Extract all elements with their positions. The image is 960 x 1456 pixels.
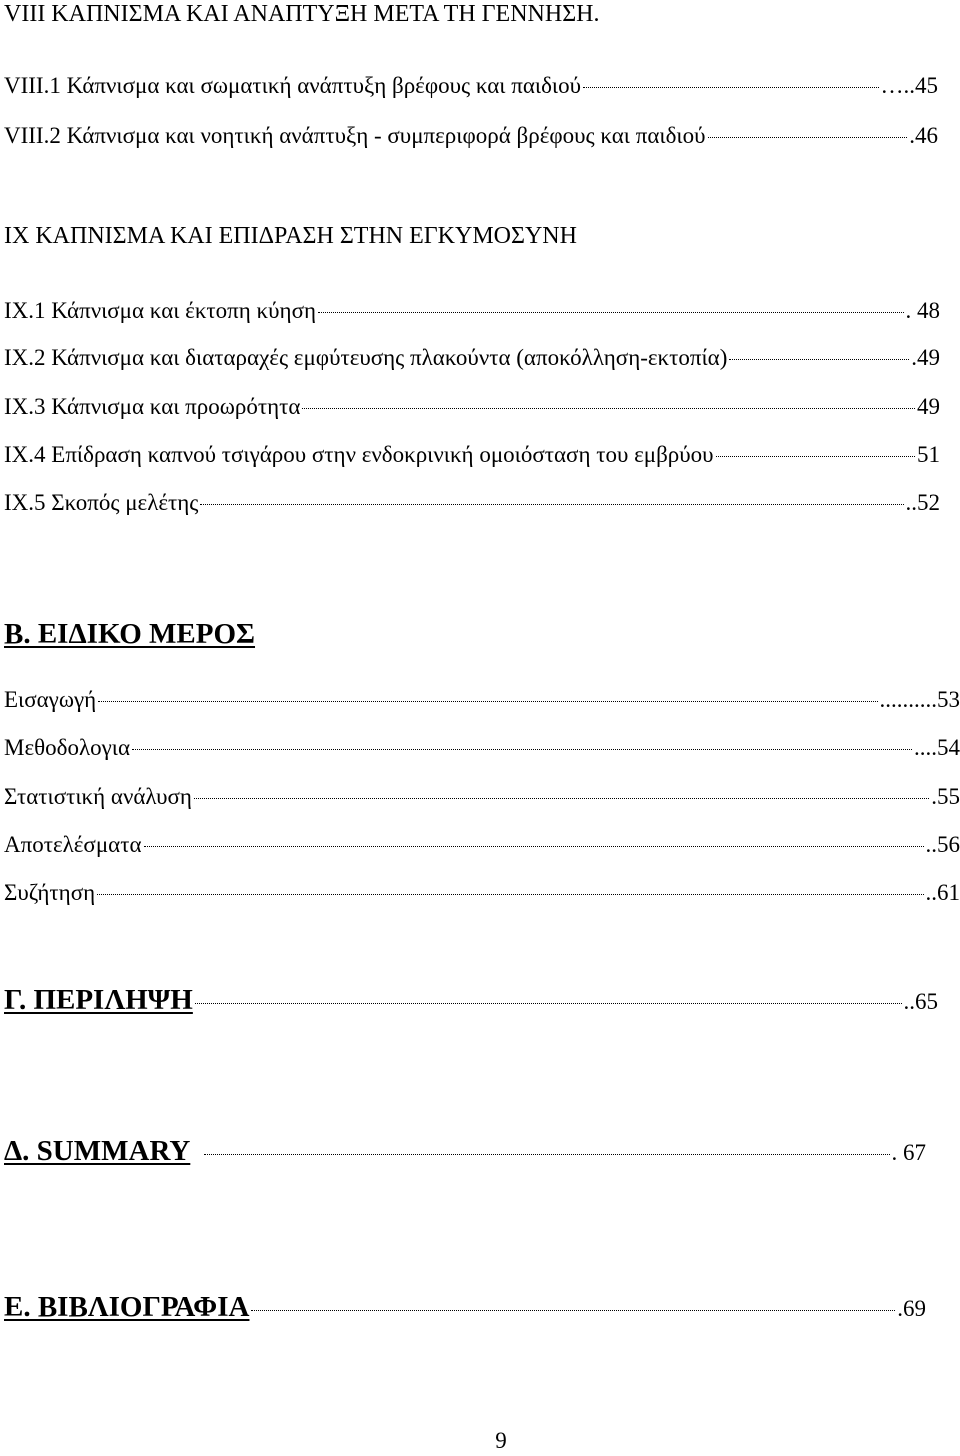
dot-leader xyxy=(302,408,915,409)
part-d-heading: Δ. SUMMARY xyxy=(4,1135,191,1167)
toc-entry-label: Μεθοδολογια xyxy=(4,735,131,760)
toc-entry-statistics[interactable] xyxy=(4,783,960,811)
toc-entry-label: IX.2 Κάπνισμα και διαταραχές εμφύτευσης πλακούντα (αποκόλληση-εκτοπία) xyxy=(4,345,728,370)
toc-entry-ix-1[interactable] xyxy=(4,297,940,325)
dot-leader xyxy=(204,1154,889,1155)
toc-entry-page: 49 xyxy=(917,394,940,419)
toc-entry-page: ..61 xyxy=(925,880,960,905)
toc-entry-page: ..56 xyxy=(925,832,960,857)
toc-entry-label: IX.4 Επίδραση καπνού τσιγάρου στην ενδοκρινική ομοιόσταση του εμβρύου xyxy=(4,442,714,467)
part-c-heading: Γ. ΠΕΡΙΛΗΨΗ xyxy=(4,984,193,1016)
dot-leader xyxy=(318,312,904,313)
toc-entry-page: .55 xyxy=(931,784,960,809)
toc-entry-ix-3[interactable] xyxy=(4,393,940,421)
toc-entry-introduction[interactable] xyxy=(4,686,960,714)
toc-entry-label: VIII.2 Κάπνισμα και νοητική ανάπτυξη - συμπεριφορά βρέφους και παιδιού xyxy=(4,123,706,148)
toc-entry-ix-5[interactable] xyxy=(4,489,940,517)
toc-entry-viii-1[interactable] xyxy=(4,72,938,100)
dot-leader xyxy=(97,894,923,895)
toc-entry-label: Αποτελέσματα xyxy=(4,832,142,857)
toc-entry-label: IX.5 Σκοπός μελέτης xyxy=(4,490,199,515)
toc-entry-ix-4[interactable] xyxy=(4,441,940,469)
page-number: 9 xyxy=(495,1428,507,1453)
toc-entry-page: …..45 xyxy=(880,73,938,98)
dot-leader xyxy=(132,749,912,750)
toc-entry-page: ..52 xyxy=(905,490,940,515)
toc-entry-methodology[interactable] xyxy=(4,734,960,762)
toc-entry-label: IX.1 Κάπνισμα και έκτοπη κύηση xyxy=(4,298,316,323)
dot-leader xyxy=(194,798,929,799)
chapter-ix-heading: IX ΚΑΠΝΙΣΜΑ ΚΑΙ ΕΠΙΔΡΑΣΗ ΣΤΗΝ ΕΓΚΥΜΟΣΥΝΗ xyxy=(4,223,577,249)
toc-entry-page: ....54 xyxy=(914,735,960,760)
toc-entry-page: ..65 xyxy=(903,989,938,1014)
dot-leader xyxy=(251,1310,895,1311)
dot-leader xyxy=(98,701,877,702)
toc-entry-part-c[interactable] xyxy=(4,983,938,1017)
dot-leader xyxy=(708,137,908,138)
toc-entry-page: .69 xyxy=(897,1296,926,1321)
toc-entry-label: VIII.1 Κάπνισμα και σωματική ανάπτυξη βρέφους και παιδιού xyxy=(4,73,581,98)
part-b-heading: Β. ΕΙΔΙΚΟ ΜΕΡΟΣ xyxy=(4,618,256,650)
dot-leader xyxy=(195,1003,902,1004)
toc-entry-part-e[interactable] xyxy=(4,1290,926,1324)
dot-leader xyxy=(144,846,924,847)
dot-leader xyxy=(583,87,879,88)
toc-entry-page: ..........53 xyxy=(879,687,960,712)
toc-entry-label: Εισαγωγή xyxy=(4,687,97,712)
toc-entry-label: Στατιστική ανάλυση xyxy=(4,784,192,809)
toc-entry-results[interactable] xyxy=(4,831,960,859)
toc-entry-page: .46 xyxy=(909,123,938,148)
chapter-viii-heading: VIII ΚΑΠΝΙΣΜΑ ΚΑΙ ΑΝΑΠΤΥΞΗ ΜΕΤΑ ΤΗ ΓΕΝΝΗΣΗ. xyxy=(4,1,600,27)
dot-leader xyxy=(716,456,915,457)
toc-entry-page: .49 xyxy=(911,345,940,370)
toc-entry-part-d[interactable] xyxy=(4,1134,926,1168)
toc-entry-label: IX.3 Κάπνισμα και προωρότητα xyxy=(4,394,301,419)
dot-leader xyxy=(729,359,909,360)
toc-entry-page: . 67 xyxy=(891,1140,926,1165)
toc-entry-viii-2[interactable] xyxy=(4,122,938,150)
part-e-heading: Ε. ΒΙΒΛΙΟΓΡΑΦΙΑ xyxy=(4,1291,250,1323)
dot-leader xyxy=(200,504,903,505)
toc-entry-label: Συζήτηση xyxy=(4,880,96,905)
toc-entry-page: 51 xyxy=(917,442,940,467)
toc-entry-discussion[interactable] xyxy=(4,879,960,907)
toc-entry-page: . 48 xyxy=(905,298,940,323)
toc-entry-ix-2[interactable] xyxy=(4,344,940,372)
